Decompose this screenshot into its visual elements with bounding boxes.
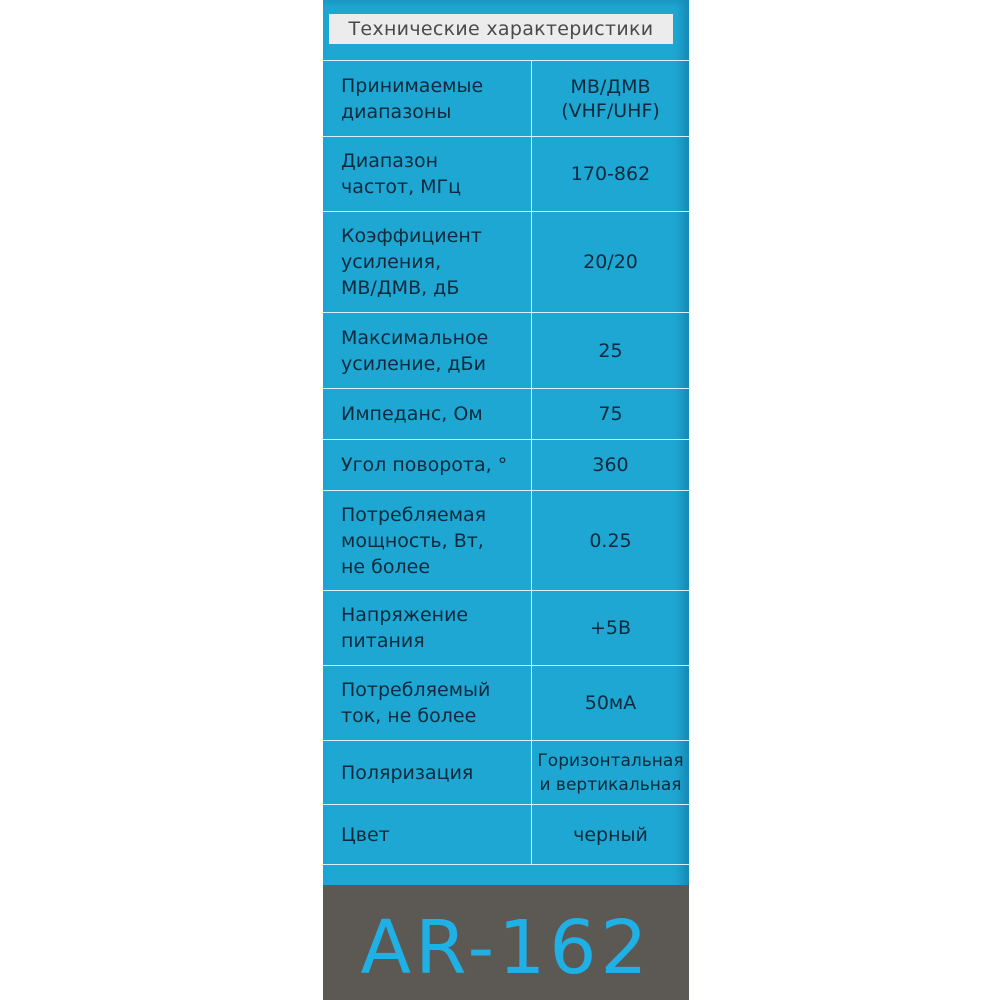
spec-value: +5В bbox=[532, 591, 690, 666]
spec-label: Диапазон частот, МГц bbox=[323, 137, 532, 212]
spec-value: 25 bbox=[532, 313, 690, 389]
spec-row bbox=[323, 440, 689, 491]
spec-value: 75 bbox=[532, 389, 690, 440]
spec-row bbox=[323, 212, 689, 313]
spec-row bbox=[323, 389, 689, 440]
spec-label: Коэффициент усиления, МВ/ДМВ, дБ bbox=[323, 212, 532, 313]
spec-value: 360 bbox=[532, 440, 690, 491]
spec-label: Поляризация bbox=[323, 741, 532, 805]
spec-label: Импеданс, Ом bbox=[323, 389, 532, 440]
spec-label: Напряжение питания bbox=[323, 591, 532, 666]
spec-title: Технические характеристики bbox=[329, 14, 673, 44]
spec-table bbox=[323, 60, 689, 865]
spec-label: Цвет bbox=[323, 805, 532, 865]
spec-label: Потребляемый ток, не более bbox=[323, 666, 532, 741]
spec-row bbox=[323, 491, 689, 591]
spec-row bbox=[323, 666, 689, 741]
spec-value: 0.25 bbox=[532, 491, 690, 591]
spec-value: МВ/ДМВ (VHF/UHF) bbox=[532, 61, 690, 137]
spec-label: Принимаемые диапазоны bbox=[323, 61, 532, 137]
spec-value: 50мА bbox=[532, 666, 690, 741]
spec-value: черный bbox=[532, 805, 690, 865]
spec-row bbox=[323, 137, 689, 212]
spec-value: Горизонтальная и вертикальная bbox=[532, 741, 690, 805]
spec-row bbox=[323, 61, 689, 137]
model-name: AR-162 bbox=[360, 905, 652, 991]
spec-label: Потребляемая мощность, Вт, не более bbox=[323, 491, 532, 591]
spec-row bbox=[323, 313, 689, 389]
spec-value: 20/20 bbox=[532, 212, 690, 313]
spec-label: Максимальное усиление, дБи bbox=[323, 313, 532, 389]
spec-row bbox=[323, 741, 689, 805]
spec-value: 170-862 bbox=[532, 137, 690, 212]
spec-label: Угол поворота, ° bbox=[323, 440, 532, 491]
spec-row bbox=[323, 591, 689, 666]
spec-row bbox=[323, 805, 689, 865]
